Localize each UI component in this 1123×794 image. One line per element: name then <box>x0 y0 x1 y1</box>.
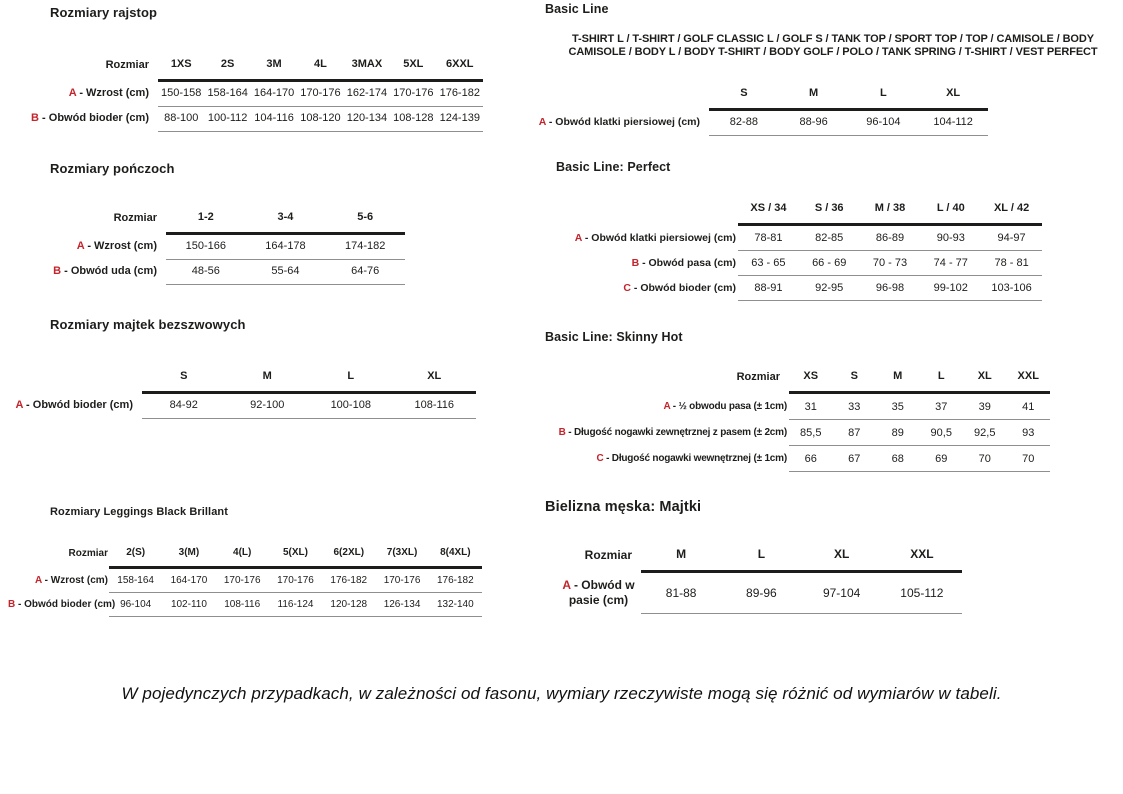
column-header: L <box>920 366 964 393</box>
size-value-cell: 63 - 65 <box>738 251 799 276</box>
size-value-cell: 108-116 <box>216 593 269 617</box>
size-value-cell: 96-98 <box>860 276 921 301</box>
size-value-cell: 86-89 <box>860 225 921 251</box>
size-value-cell: 82-88 <box>709 110 779 136</box>
size-value-cell: 162-174 <box>344 81 390 107</box>
size-value-cell: 93 <box>1007 420 1051 446</box>
size-value-cell: 102-110 <box>162 593 215 617</box>
size-value-cell: 35 <box>876 393 920 420</box>
column-header: XL <box>393 366 477 393</box>
section-title-perfect: Basic Line: Perfect <box>556 160 671 174</box>
size-value-cell: 120-128 <box>322 593 375 617</box>
table-basic-line <box>520 83 988 136</box>
column-header: 5-6 <box>325 207 405 234</box>
row-letter: A <box>538 115 546 128</box>
size-value-cell: 126-134 <box>375 593 428 617</box>
row-label: B - Obwód uda (cm) <box>53 265 157 277</box>
size-value-cell: 87 <box>833 420 877 446</box>
header-row <box>552 198 1042 225</box>
row-letter: B <box>31 112 39 124</box>
row-label: A - Obwód bioder (cm) <box>15 398 133 411</box>
section-title-basic-line: Basic Line <box>545 2 609 16</box>
size-value-cell: 99-102 <box>920 276 981 301</box>
table-row <box>33 260 405 285</box>
size-value-cell: 84-92 <box>142 393 226 419</box>
size-value-cell: 94-97 <box>981 225 1042 251</box>
table-row <box>552 251 1042 276</box>
size-value-cell: 116-124 <box>269 593 322 617</box>
size-value-cell: 78-81 <box>738 225 799 251</box>
column-header: L / 40 <box>920 198 981 225</box>
table-corner-label <box>520 83 709 110</box>
size-value-cell: 89-96 <box>721 572 801 614</box>
row-letter: A <box>15 398 23 411</box>
size-value-cell: 41 <box>1007 393 1051 420</box>
size-value-cell: 81-88 <box>641 572 721 614</box>
column-header: XL / 42 <box>981 198 1042 225</box>
column-header: 1-2 <box>166 207 246 234</box>
column-header: S <box>142 366 226 393</box>
size-value-cell: 164-178 <box>246 234 326 260</box>
table-ponczochy <box>33 207 405 285</box>
size-value-cell: 174-182 <box>325 234 405 260</box>
table-corner-label: Rozmiar <box>584 547 632 562</box>
column-header: XS / 34 <box>738 198 799 225</box>
size-value-cell: 176-182 <box>437 81 483 107</box>
size-value-cell: 68 <box>876 446 920 472</box>
header-row <box>558 543 962 572</box>
size-value-cell: 64-76 <box>325 260 405 285</box>
column-header: S <box>833 366 877 393</box>
size-value-cell: 82-85 <box>799 225 860 251</box>
row-letter: A <box>76 239 85 252</box>
size-value-cell: 164-170 <box>162 568 215 593</box>
column-header: 4L <box>297 54 343 81</box>
size-value-cell: 37 <box>920 393 964 420</box>
size-value-cell: 92,5 <box>963 420 1007 446</box>
size-value-cell: 67 <box>833 446 877 472</box>
size-value-cell: 132-140 <box>429 593 482 617</box>
section-title-leggings: Rozmiary Leggings Black Brillant <box>50 506 229 518</box>
column-header: XL <box>963 366 1007 393</box>
size-value-cell: 150-166 <box>166 234 246 260</box>
section-title-majtki-bezszwowe: Rozmiary majtek bezszwowych <box>50 317 246 332</box>
row-letter: A <box>574 231 582 244</box>
row-letter: A <box>562 577 571 592</box>
column-header: 3M <box>251 54 297 81</box>
size-value-cell: 158-164 <box>204 81 250 107</box>
size-value-cell: 92-95 <box>799 276 860 301</box>
size-value-cell: 66 <box>789 446 833 472</box>
size-value-cell: 88-100 <box>158 107 204 132</box>
row-label: A - ½ obwodu pasa (± 1cm) <box>663 400 787 412</box>
size-value-cell: 100-112 <box>204 107 250 132</box>
table-row <box>25 81 483 107</box>
header-row <box>7 543 482 568</box>
row-label: A - Wzrost (cm) <box>76 239 157 252</box>
column-header: 3-4 <box>246 207 326 234</box>
table-row <box>552 225 1042 251</box>
size-value-cell: 70 - 73 <box>860 251 921 276</box>
row-letter: C <box>596 453 604 464</box>
size-value-cell: 100-108 <box>309 393 393 419</box>
column-header: M / 38 <box>860 198 921 225</box>
size-value-cell: 164-170 <box>251 81 297 107</box>
table-row <box>6 393 476 419</box>
size-value-cell: 88-96 <box>779 110 849 136</box>
table-row <box>526 393 1050 420</box>
column-header: S <box>709 83 779 110</box>
column-header: 7(3XL) <box>375 543 428 568</box>
table-row <box>7 593 482 617</box>
size-value-cell: 39 <box>963 393 1007 420</box>
table-corner-label: Rozmiar <box>113 211 157 224</box>
column-header: XS <box>789 366 833 393</box>
row-letter: A <box>68 86 77 99</box>
table-rajstop <box>25 54 483 132</box>
row-letter: A <box>663 400 671 412</box>
size-value-cell: 90-93 <box>920 225 981 251</box>
size-value-cell: 70 <box>963 446 1007 472</box>
size-value-cell: 104-112 <box>918 110 988 136</box>
size-value-cell: 108-120 <box>297 107 343 132</box>
row-letter: B <box>631 257 640 269</box>
size-value-cell: 124-139 <box>437 107 483 132</box>
size-value-cell: 104-116 <box>251 107 297 132</box>
column-header: 4(L) <box>216 543 269 568</box>
table-corner-label: Rozmiar <box>736 370 780 383</box>
size-value-cell: 158-164 <box>109 568 162 593</box>
row-letter: B <box>558 427 566 438</box>
column-header: 8(4XL) <box>429 543 482 568</box>
column-header: M <box>641 543 721 572</box>
size-value-cell: 120-134 <box>344 107 390 132</box>
column-header: 3(M) <box>162 543 215 568</box>
row-label: A - Obwód w pasie (cm) <box>562 577 635 607</box>
column-header: 6(2XL) <box>322 543 375 568</box>
row-label: A - Obwód klatki piersiowej (cm) <box>538 115 700 128</box>
table-row <box>520 110 988 136</box>
column-header: M <box>226 366 310 393</box>
size-value-cell: 96-104 <box>849 110 919 136</box>
table-corner-label: Rozmiar <box>105 58 149 71</box>
size-value-cell: 170-176 <box>390 81 436 107</box>
section-title-bielizna-meska: Bielizna męska: Majtki <box>545 499 702 515</box>
size-value-cell: 88-91 <box>738 276 799 301</box>
column-header: XXL <box>1007 366 1051 393</box>
column-header: 2S <box>204 54 250 81</box>
size-value-cell: 55-64 <box>246 260 326 285</box>
size-value-cell: 66 - 69 <box>799 251 860 276</box>
column-header: M <box>779 83 849 110</box>
column-header: 6XXL <box>437 54 483 81</box>
column-header: S / 36 <box>799 198 860 225</box>
row-label: A - Wzrost (cm) <box>35 574 108 586</box>
size-value-cell: 92-100 <box>226 393 310 419</box>
section-title-rajstop: Rozmiary rajstop <box>50 5 158 20</box>
table-row <box>7 568 482 593</box>
size-value-cell: 85,5 <box>789 420 833 446</box>
table-row <box>526 446 1050 472</box>
table-perfect <box>552 198 1042 301</box>
column-header: M <box>876 366 920 393</box>
size-value-cell: 170-176 <box>297 81 343 107</box>
row-label: B - Długość nogawki zewnętrznej z pasem (± 2cm) <box>558 427 787 438</box>
size-value-cell: 31 <box>789 393 833 420</box>
table-row <box>25 107 483 132</box>
size-value-cell: 176-182 <box>429 568 482 593</box>
section-title-skinny-hot: Basic Line: Skinny Hot <box>545 330 683 344</box>
row-label: C - Obwód bioder (cm) <box>623 282 736 294</box>
column-header: L <box>309 366 393 393</box>
header-row <box>526 366 1050 393</box>
basic-line-products-list: T-SHIRT L / T-SHIRT / GOLF CLASSIC L / GOLF S / TANK TOP / SPORT TOP / TOP / CAMISOLE / BODY CAMISOLE / BODY L / BODY T-SHIRT / BODY GOLF / POLO / TANK SPRING / T-SHIRT / VEST PERFECT <box>568 33 1098 58</box>
size-value-cell: 170-176 <box>375 568 428 593</box>
header-row <box>33 207 405 234</box>
row-label: C - Długość nogawki wewnętrznej (± 1cm) <box>596 453 787 464</box>
size-value-cell: 170-176 <box>216 568 269 593</box>
row-label: A - Wzrost (cm) <box>68 86 149 99</box>
table-majtki-bezszwowe <box>6 366 476 419</box>
row-letter: C <box>623 282 631 294</box>
size-value-cell: 69 <box>920 446 964 472</box>
size-value-cell: 108-116 <box>393 393 477 419</box>
row-letter: A <box>35 574 42 586</box>
column-header: L <box>849 83 919 110</box>
size-value-cell: 74 - 77 <box>920 251 981 276</box>
size-value-cell: 70 <box>1007 446 1051 472</box>
size-value-cell: 89 <box>876 420 920 446</box>
size-value-cell: 103-106 <box>981 276 1042 301</box>
column-header: 1XS <box>158 54 204 81</box>
column-header: XL <box>918 83 988 110</box>
size-value-cell: 150-158 <box>158 81 204 107</box>
row-label: B - Obwód pasa (cm) <box>631 257 736 269</box>
footnote: W pojedynczych przypadkach, w zależności od fasonu, wymiary rzeczywiste mogą się różnić od wymiarów w tabeli. <box>121 684 1002 703</box>
column-header: 3MAX <box>344 54 390 81</box>
table-corner-label <box>6 366 142 393</box>
table-row <box>33 234 405 260</box>
table-corner-label <box>552 198 738 225</box>
table-leggings <box>7 543 482 617</box>
column-header: XXL <box>882 543 962 572</box>
row-letter: B <box>53 265 62 277</box>
header-row <box>25 54 483 81</box>
size-value-cell: 48-56 <box>166 260 246 285</box>
table-row <box>526 420 1050 446</box>
size-value-cell: 33 <box>833 393 877 420</box>
column-header: L <box>721 543 801 572</box>
size-value-cell: 78 - 81 <box>981 251 1042 276</box>
table-row <box>552 276 1042 301</box>
column-header: XL <box>802 543 882 572</box>
row-label: B - Obwód bioder (cm) <box>8 599 116 610</box>
size-value-cell: 108-128 <box>390 107 436 132</box>
row-letter: B <box>8 599 16 610</box>
size-value-cell: 176-182 <box>322 568 375 593</box>
table-bielizna-meska <box>558 543 962 614</box>
size-value-cell: 105-112 <box>882 572 962 614</box>
table-skinny-hot <box>526 366 1050 472</box>
header-row <box>6 366 476 393</box>
section-title-ponczochy: Rozmiary pończoch <box>50 161 175 176</box>
column-header: 5XL <box>390 54 436 81</box>
column-header: 2(S) <box>109 543 162 568</box>
size-value-cell: 97-104 <box>802 572 882 614</box>
header-row <box>520 83 988 110</box>
column-header: 5(XL) <box>269 543 322 568</box>
row-label: B - Obwód bioder (cm) <box>31 112 149 124</box>
size-value-cell: 170-176 <box>269 568 322 593</box>
table-row <box>558 572 962 614</box>
row-label: A - Obwód klatki piersiowej (cm) <box>574 231 736 244</box>
size-value-cell: 96-104 <box>109 593 162 617</box>
size-value-cell: 90,5 <box>920 420 964 446</box>
table-corner-label: Rozmiar <box>68 547 108 559</box>
